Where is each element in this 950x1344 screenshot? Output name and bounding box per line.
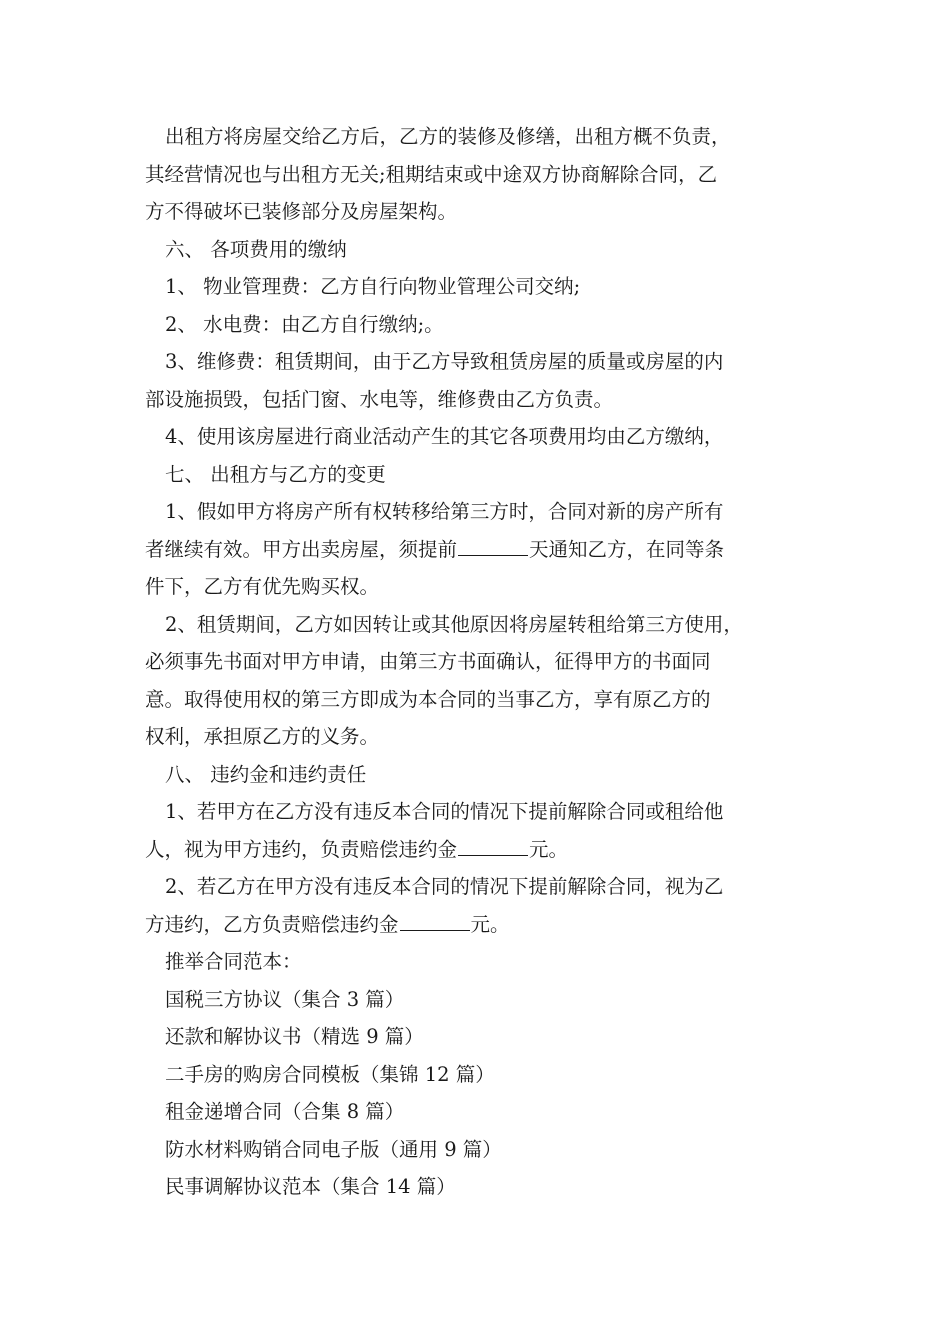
text-line: 出租方将房屋交给乙方后，乙方的装修及修缮，出租方概不负责，	[165, 125, 731, 148]
clause-text: 4、使用该房屋进行商业活动产生的其它各项费用均由乙方缴纳，	[165, 425, 724, 448]
text-line	[145, 906, 815, 944]
text-line: 权利，承担原乙方的义务。	[145, 725, 380, 748]
recommend-link[interactable]: 国税三方协议（集合 3 篇）	[165, 987, 405, 1011]
heading-text: 六、 各项费用的缴纳	[165, 237, 347, 261]
heading-text: 推举合同范本：	[165, 950, 302, 973]
text-line: 其经营情况也与出租方无关;租期结束或中途双方协商解除合同，乙	[145, 162, 718, 186]
text-line: 部设施损毁，包括门窗、水电等，维修费由乙方负责。	[145, 387, 614, 411]
clause-maintenance-fee	[145, 343, 815, 418]
section-heading-changes	[145, 456, 815, 494]
section-heading-fees	[145, 231, 815, 269]
text-line	[145, 531, 815, 569]
clause-text: 1、 物业管理费：乙方自行向物业管理公司交纳;	[165, 275, 581, 298]
heading-text: 七、 出租方与乙方的变更	[165, 462, 386, 486]
clause-ownership-transfer	[145, 493, 815, 606]
text-line: 必须事先书面对甲方申请，由第三方书面确认，征得甲方的书面同	[145, 650, 711, 673]
text-segment: 元。	[529, 837, 569, 861]
document-body	[145, 118, 815, 1206]
recommend-link[interactable]: 租金递增合同（合集 8 篇）	[165, 1100, 405, 1123]
fill-blank-amount	[458, 835, 528, 856]
text-line: 方不得破坏已装修部分及房屋架构。	[145, 200, 458, 223]
text-line: 2、租赁期间，乙方如因转让或其他原因将房屋转租给第三方使用，	[165, 612, 743, 636]
recommend-link[interactable]: 还款和解协议书（精选 9 篇）	[165, 1025, 424, 1048]
text-line: 件下，乙方有优先购买权。	[145, 575, 380, 598]
text-line	[145, 831, 815, 869]
clause-sublease	[145, 606, 815, 756]
recommend-link[interactable]: 民事调解协议范本（集合 14 篇）	[165, 1175, 456, 1198]
text-segment: 方违约，乙方负责赔偿违约金	[145, 912, 399, 936]
fill-blank-amount	[400, 910, 470, 931]
clause-utility-fee	[145, 306, 815, 344]
text-line: 3、维修费：租赁期间，由于乙方导致租赁房屋的质量或房屋的内	[165, 350, 724, 373]
clause-lessee-breach	[145, 868, 815, 943]
recommend-link[interactable]: 防水材料购销合同电子版（通用 9 篇）	[165, 1137, 502, 1161]
clause-other-fees	[145, 418, 815, 456]
text-line: 2、若乙方在甲方没有违反本合同的情况下提前解除合同，视为乙	[165, 875, 724, 898]
recommend-list	[145, 981, 815, 1206]
text-line: 意。取得使用权的第三方即成为本合同的当事乙方，享有原乙方的	[145, 687, 711, 711]
text-line: 1、若甲方在乙方没有违反本合同的情况下提前解除合同或租给他	[165, 800, 724, 823]
paragraph-decoration-responsibility	[145, 118, 815, 231]
recommend-link[interactable]: 二手房的购房合同模板（集锦 12 篇）	[165, 1062, 495, 1086]
recommend-heading	[145, 943, 815, 981]
text-segment: 元。	[470, 912, 510, 936]
fill-blank-days	[458, 535, 528, 556]
clause-property-fee	[145, 268, 815, 306]
text-segment: 天通知乙方，在同等条	[529, 537, 725, 561]
text-segment: 者继续有效。甲方出卖房屋，须提前	[145, 537, 458, 561]
text-line: 1、假如甲方将房产所有权转移给第三方时，合同对新的房产所有	[165, 500, 724, 523]
clause-lessor-breach	[145, 793, 815, 868]
text-segment: 人，视为甲方违约，负责赔偿违约金	[145, 837, 458, 861]
heading-text: 八、 违约金和违约责任	[165, 762, 367, 786]
clause-text: 2、 水电费：由乙方自行缴纳;。	[165, 312, 444, 336]
section-heading-penalty	[145, 756, 815, 794]
